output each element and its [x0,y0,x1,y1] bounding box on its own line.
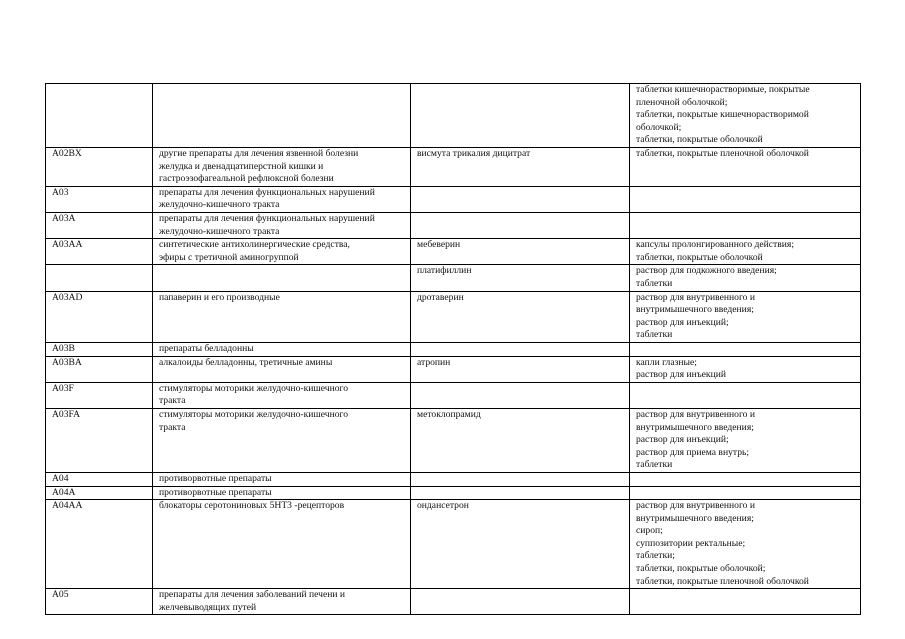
dosage-forms-cell [630,472,861,486]
atc-code-cell [46,486,153,500]
table-row [46,84,861,148]
dosage-forms-cell [630,212,861,238]
cell-text-line: гастроэзофагеальной рефлюксной болезни [159,173,334,185]
cell-text-line: раствор для внутривенного и [636,291,755,303]
cell-text-line: желудка и двенадцатиперстной кишки и [159,160,324,172]
table-row [46,382,861,408]
anatomical-therapeutic-group-cell [153,486,411,500]
cell-text-line: стимуляторы моторики желудочно-кишечного [159,408,349,420]
cell-text-line: ондансетрон [417,500,469,512]
table-row [46,356,861,382]
dosage-forms-cell [630,500,861,589]
anatomical-therapeutic-group-cell [153,291,411,342]
cell-text-line: A03BA [52,356,82,368]
atc-code-cell [46,382,153,408]
cell-text-line: другие препараты для лечения язвенной болезни [159,148,359,159]
anatomical-therapeutic-group-cell [153,265,411,291]
cell-text-line: таблетки [636,459,673,471]
drug-name-cell [411,342,630,356]
dosage-forms-cell [630,84,861,148]
cell-text-line: эфиры с третичной аминогруппой [159,251,299,263]
drug-name-cell [411,265,630,291]
cell-text-line: таблетки [636,329,673,341]
cell-text-line: A03A [52,212,76,224]
dosage-forms-cell [630,239,861,265]
anatomical-therapeutic-group-cell [153,186,411,212]
cell-text-line: сироп; [636,525,663,537]
cell-text-line: A04A [52,486,76,498]
cell-text-line: алкалоиды белладонны, третичные амины [159,356,333,368]
atc-code-cell [46,589,153,615]
drug-classification-table [45,83,861,615]
anatomical-therapeutic-group-cell [153,472,411,486]
drug-name-cell [411,589,630,615]
drug-name-cell [411,148,630,187]
atc-code-cell [46,148,153,187]
drug-name-cell [411,212,630,238]
cell-text-line: противорвотные препараты [159,486,272,498]
cell-text-line: A03F [52,382,74,394]
drug-name-cell [411,239,630,265]
cell-text-line: препараты для лечения функциональных нарушений [159,186,375,198]
atc-code-cell [46,408,153,472]
cell-text-line: таблетки, покрытые пленочной оболочкой [636,148,809,159]
table-row [46,265,861,291]
cell-text-line: A03FA [52,408,81,420]
cell-text-line: висмута трикалия дицитрат [417,148,531,159]
cell-text-line: дротаверин [417,291,464,303]
cell-text-line: раствор для инъекций; [636,434,729,446]
cell-text-line: блокаторы серотониновых 5HT3 -рецепторов [159,500,345,512]
cell-text-line: папаверин и его производные [159,291,280,303]
atc-code-cell [46,500,153,589]
cell-text-line: капсулы пролонгированного действия; [636,239,794,251]
drug-name-cell [411,186,630,212]
anatomical-therapeutic-group-cell [153,382,411,408]
cell-text-line: A04 [52,472,69,484]
cell-text-line: таблетки, покрытые пленочной оболочкой [636,575,809,587]
table-row [46,239,861,265]
atc-code-cell [46,291,153,342]
cell-text-line: A04AA [52,500,83,512]
cell-text-line: препараты белладонны [159,342,254,354]
cell-text-line: желчевыводящих путей [159,601,257,613]
cell-text-line: желудочно-кишечного тракта [159,225,280,237]
dosage-forms-cell [630,186,861,212]
dosage-forms-cell [630,356,861,382]
cell-text-line: таблетки, покрытые кишечнорастворимой [636,109,809,121]
anatomical-therapeutic-group-cell [153,408,411,472]
cell-text-line: раствор для внутривенного и [636,500,755,512]
table-row [46,500,861,589]
cell-text-line: таблетки; [636,550,675,562]
dosage-forms-cell [630,148,861,187]
dosage-forms-cell [630,589,861,615]
dosage-forms-cell [630,291,861,342]
drug-name-cell [411,84,630,148]
cell-text-line: раствор для инъекций; [636,316,729,328]
table-row [46,589,861,615]
anatomical-therapeutic-group-cell [153,212,411,238]
dosage-forms-cell [630,265,861,291]
atc-code-cell [46,84,153,148]
anatomical-therapeutic-group-cell [153,356,411,382]
table-row [46,212,861,238]
cell-text-line: тракта [159,395,186,407]
cell-text-line: капли глазные; [636,356,697,368]
cell-text-line: внутримышечного введения; [636,421,754,433]
drug-name-cell [411,382,630,408]
cell-text-line: метоклопрамид [417,408,481,420]
cell-text-line: A05 [52,589,69,601]
cell-text-line: внутримышечного введения; [636,304,754,316]
cell-text-line: синтетические антихолинергические средства, [159,239,350,251]
atc-code-cell [46,342,153,356]
cell-text-line: A03B [52,342,75,354]
table-row [46,291,861,342]
drug-name-cell [411,472,630,486]
anatomical-therapeutic-group-cell [153,148,411,187]
anatomical-therapeutic-group-cell [153,589,411,615]
atc-code-cell [46,239,153,265]
dosage-forms-cell [630,342,861,356]
cell-text-line: суппозитории ректальные; [636,537,746,549]
drug-name-cell [411,486,630,500]
cell-text-line: таблетки кишечнорастворимые, покрытые [636,84,810,95]
atc-code-cell [46,356,153,382]
cell-text-line: A03AD [52,291,83,303]
cell-text-line: таблетки, покрытые оболочкой [636,134,763,146]
anatomical-therapeutic-group-cell [153,84,411,148]
cell-text-line: оболочкой; [636,121,682,133]
cell-text-line: таблетки, покрытые оболочкой; [636,563,766,575]
table-row [46,408,861,472]
cell-text-line: таблетки, покрытые оболочкой [636,251,763,263]
atc-code-cell [46,212,153,238]
cell-text-line: препараты для лечения заболеваний печени и [159,589,346,601]
table-row [46,186,861,212]
cell-text-line: желудочно-кишечного тракта [159,199,280,211]
cell-text-line: внутримышечного введения; [636,512,754,524]
drug-name-cell [411,291,630,342]
drug-name-cell [411,408,630,472]
cell-text-line: тракта [159,421,186,433]
cell-text-line: раствор для инъекций [636,369,726,381]
cell-text-line: A02BX [52,148,82,159]
atc-code-cell [46,472,153,486]
table-row [46,486,861,500]
drug-name-cell [411,500,630,589]
cell-text-line: раствор для внутривенного и [636,408,755,420]
table-row [46,472,861,486]
anatomical-therapeutic-group-cell [153,500,411,589]
table-row [46,342,861,356]
drug-name-cell [411,356,630,382]
dosage-forms-cell [630,486,861,500]
atc-code-cell [46,265,153,291]
dosage-forms-cell [630,408,861,472]
cell-text-line: раствор для приема внутрь; [636,446,750,458]
atc-code-cell [46,186,153,212]
cell-text-line: противорвотные препараты [159,472,272,484]
table-row [46,148,861,187]
cell-text-line: A03 [52,186,69,198]
anatomical-therapeutic-group-cell [153,239,411,265]
cell-text-line: препараты для лечения функциональных нарушений [159,212,375,224]
cell-text-line: пленочной оболочкой; [636,96,728,108]
anatomical-therapeutic-group-cell [153,342,411,356]
cell-text-line: мебеверин [417,239,461,251]
cell-text-line: атропин [417,356,451,368]
dosage-forms-cell [630,382,861,408]
cell-text-line: платифиллин [417,265,472,277]
cell-text-line: стимуляторы моторики желудочно-кишечного [159,382,349,394]
cell-text-line: A03AA [52,239,83,251]
cell-text-line: таблетки [636,277,673,289]
table-body [46,84,861,615]
cell-text-line: раствор для подкожного введения; [636,265,777,277]
